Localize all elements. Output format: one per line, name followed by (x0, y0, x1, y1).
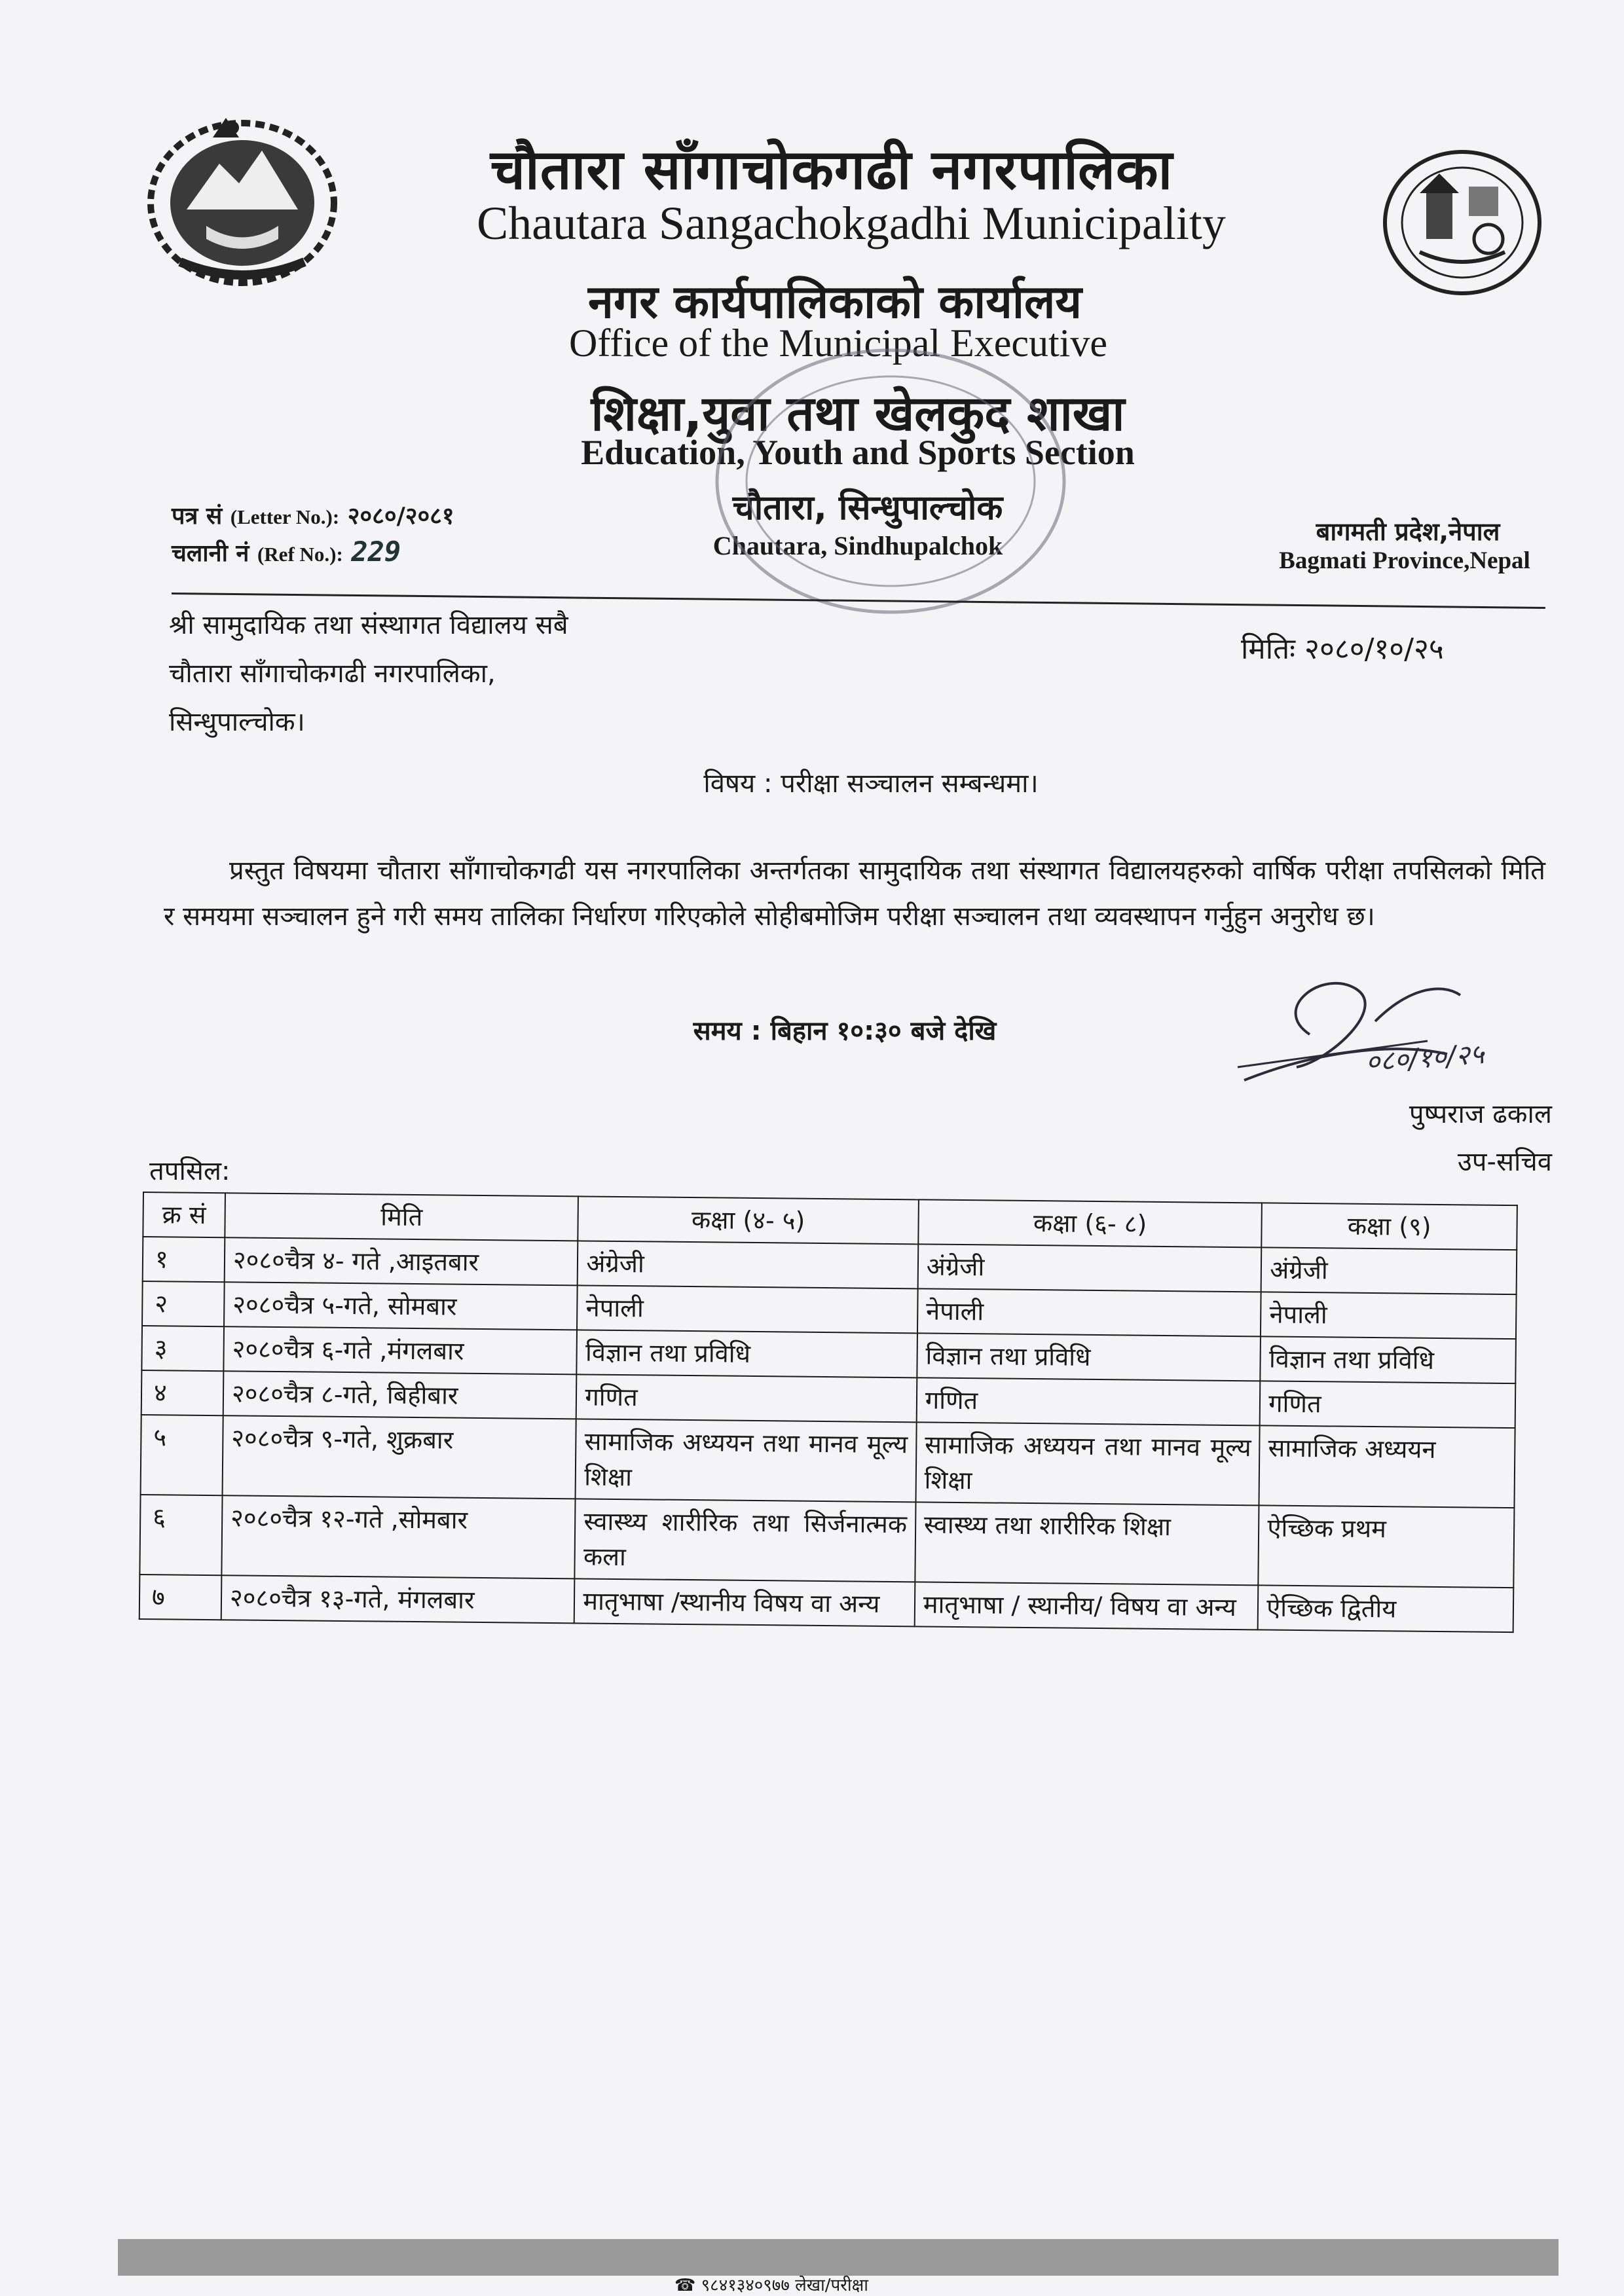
exam-time: समय : बिहान १०:३० बजे देखि (693, 1016, 997, 1046)
office-name-en: Office of the Municipal Executive (569, 321, 1107, 365)
cell-grade-4-5: अंग्रेजी (578, 1241, 918, 1288)
cell-sn: १ (143, 1237, 225, 1282)
table-row (141, 1415, 1515, 1508)
letter-no-label-en: (Letter No.): (230, 505, 340, 528)
cell-grade-9: सामाजिक अध्ययन (1259, 1425, 1515, 1508)
schedule-table-wrap (143, 1192, 1518, 1624)
municipality-name-en: Chautara Sangachokgadhi Municipality (477, 197, 1226, 249)
subject-line: विषय : परीक्षा सञ्चालन सम्बन्धमा। (703, 769, 1039, 799)
schedule-caption: तपसिल: (149, 1156, 231, 1186)
cell-sn: ७ (139, 1575, 222, 1620)
location-np: चौतारा, सिन्धुपाल्चोक (732, 488, 1003, 528)
cell-grade-4-5: मातृभाषा /स्थानीय विषय वा अन्य (574, 1578, 915, 1626)
cell-date: २०८०चैत्र ६-गते ,मंगलबार (223, 1326, 577, 1374)
col-header-grade-9: कक्षा (९) (1262, 1203, 1517, 1250)
municipality-seal-logo (1380, 147, 1544, 298)
cell-grade-9: नेपाली (1261, 1292, 1516, 1339)
province-np: बागमती प्रदेश,नेपाल (1316, 517, 1500, 546)
cell-grade-6-8: अंग्रेजी (917, 1244, 1261, 1292)
cell-date: २०८०चैत्र ९-गते, शुक्रबार (222, 1415, 576, 1499)
cell-sn: ४ (141, 1370, 224, 1415)
cell-date: २०८०चैत्र ४- गते ,आइतबार (225, 1237, 578, 1285)
col-header-date: मिति (225, 1193, 578, 1241)
cell-sn: ५ (141, 1415, 223, 1495)
cell-date: २०८०चैत्र १३-गते, मंगलबार (221, 1575, 575, 1623)
cell-date: २०८०चैत्र १२-गते ,सोमबार (221, 1495, 576, 1578)
cell-grade-6-8: गणित (917, 1377, 1261, 1425)
handwritten-signature (1231, 962, 1624, 1100)
cell-grade-6-8: नेपाली (917, 1288, 1261, 1336)
recipient-line-1: श्री सामुदायिक तथा संस्थागत विद्यालय सबै (169, 610, 568, 640)
municipality-name-np: चौतारा साँगाचोकगढी नगरपालिका (490, 137, 1173, 202)
ref-no-label-en: (Ref No.): (257, 543, 343, 566)
cell-grade-9: ऐच्छिक प्रथम (1259, 1505, 1515, 1588)
table-row (139, 1495, 1514, 1588)
recipient-block (169, 601, 889, 750)
letter-date: मितिः २०८०/१०/२५ (1241, 632, 1444, 666)
province-en: Bagmati Province,Nepal (1279, 547, 1530, 574)
letter-no-row (172, 499, 597, 534)
signatory-name: पुष्पराज ढकाल (1409, 1099, 1552, 1129)
cell-grade-4-5: सामाजिक अध्ययन तथा मानव मूल्य शिक्षा (576, 1419, 917, 1502)
cell-grade-4-5: नेपाली (577, 1285, 917, 1333)
cell-grade-6-8: सामाजिक अध्ययन तथा मानव मूल्य शिक्षा (915, 1422, 1260, 1505)
footer-contact: ☎ ९८४१३४०९७७ लेखा/परीक्षा (674, 2276, 869, 2295)
cell-date: २०८०चैत्र ८-गते, बिहीबार (223, 1371, 577, 1419)
cell-sn: २ (142, 1281, 225, 1326)
cell-grade-6-8: मातृभाषा / स्थानीय/ विषय वा अन्य (915, 1582, 1259, 1630)
cell-sn: ३ (141, 1326, 224, 1371)
col-header-sn: क्र सं (143, 1192, 225, 1237)
cell-grade-4-5: गणित (576, 1374, 917, 1422)
cell-grade-6-8: स्वास्थ्य तथा शारीरिक शिक्षा (915, 1502, 1259, 1585)
cell-grade-4-5: स्वास्थ्य शारीरिक तथा सिर्जनात्मक कला (575, 1499, 916, 1582)
location-en: Chautara, Sindhupalchok (712, 531, 1003, 560)
cell-grade-9: गणित (1260, 1381, 1515, 1428)
cell-grade-9: ऐच्छिक द्वितीय (1258, 1585, 1513, 1632)
office-name-np: नगर कार्यपालिकाको कार्यालय (587, 275, 1082, 329)
body-paragraph: प्रस्तुत विषयमा चौतारा साँगाचोकगढी यस नगरपालिका अन्तर्गतका सामुदायिक तथा संस्थागत विद्यालयहरुको वार्षिक परीक्षा तपसिलको मिति र समयमा सञ्चालन हुने गरी समय तालिका निर्धारण गरिएकोले सोहीबमोजिम परीक्षा सञ्चालन तथा व्यवस्थापन गर्नुहुन अनुरोध छ। (164, 856, 1545, 932)
ref-no-value: 229 (351, 536, 401, 568)
letter-no-value: २०८०/२०८१ (347, 503, 454, 530)
signatory-title: उप-सचिव (1457, 1147, 1552, 1177)
col-header-grade-4-5: कक्षा (४- ५) (578, 1196, 919, 1244)
cell-grade-9: विज्ञान तथा प्रविधि (1261, 1336, 1516, 1383)
ref-no-label-np: चलानी नं (172, 540, 249, 567)
office-stamp (707, 340, 1074, 622)
signature-date-mark: ०८०/१०/२५ (1364, 1037, 1485, 1078)
cell-grade-9: अंग्रेजी (1261, 1247, 1517, 1294)
nepal-emblem-logo (141, 111, 344, 288)
letter-no-label-np: पत्र सं (172, 503, 223, 530)
section-name-en: Education, Youth and Sports Section (581, 433, 1135, 472)
recipient-line-2: चौतारा साँगाचोकगढी नगरपालिका, (169, 659, 496, 689)
footer-bar (118, 2239, 1559, 2276)
cell-grade-6-8: विज्ञान तथा प्रविधि (917, 1333, 1261, 1381)
schedule-table (139, 1192, 1518, 1633)
ref-no-row (172, 534, 597, 570)
section-name-np: शिक्षा,युवा तथा खेलकुद शाखा (591, 386, 1125, 442)
cell-date: २०८०चैत्र ५-गते, सोमबार (224, 1282, 578, 1330)
recipient-line-3: सिन्धुपाल्चोक। (169, 707, 305, 737)
col-header-grade-6-8: कक्षा (६- ८) (918, 1199, 1262, 1247)
cell-grade-4-5: विज्ञान तथा प्रविधि (577, 1330, 917, 1377)
cell-sn: ६ (139, 1495, 222, 1575)
